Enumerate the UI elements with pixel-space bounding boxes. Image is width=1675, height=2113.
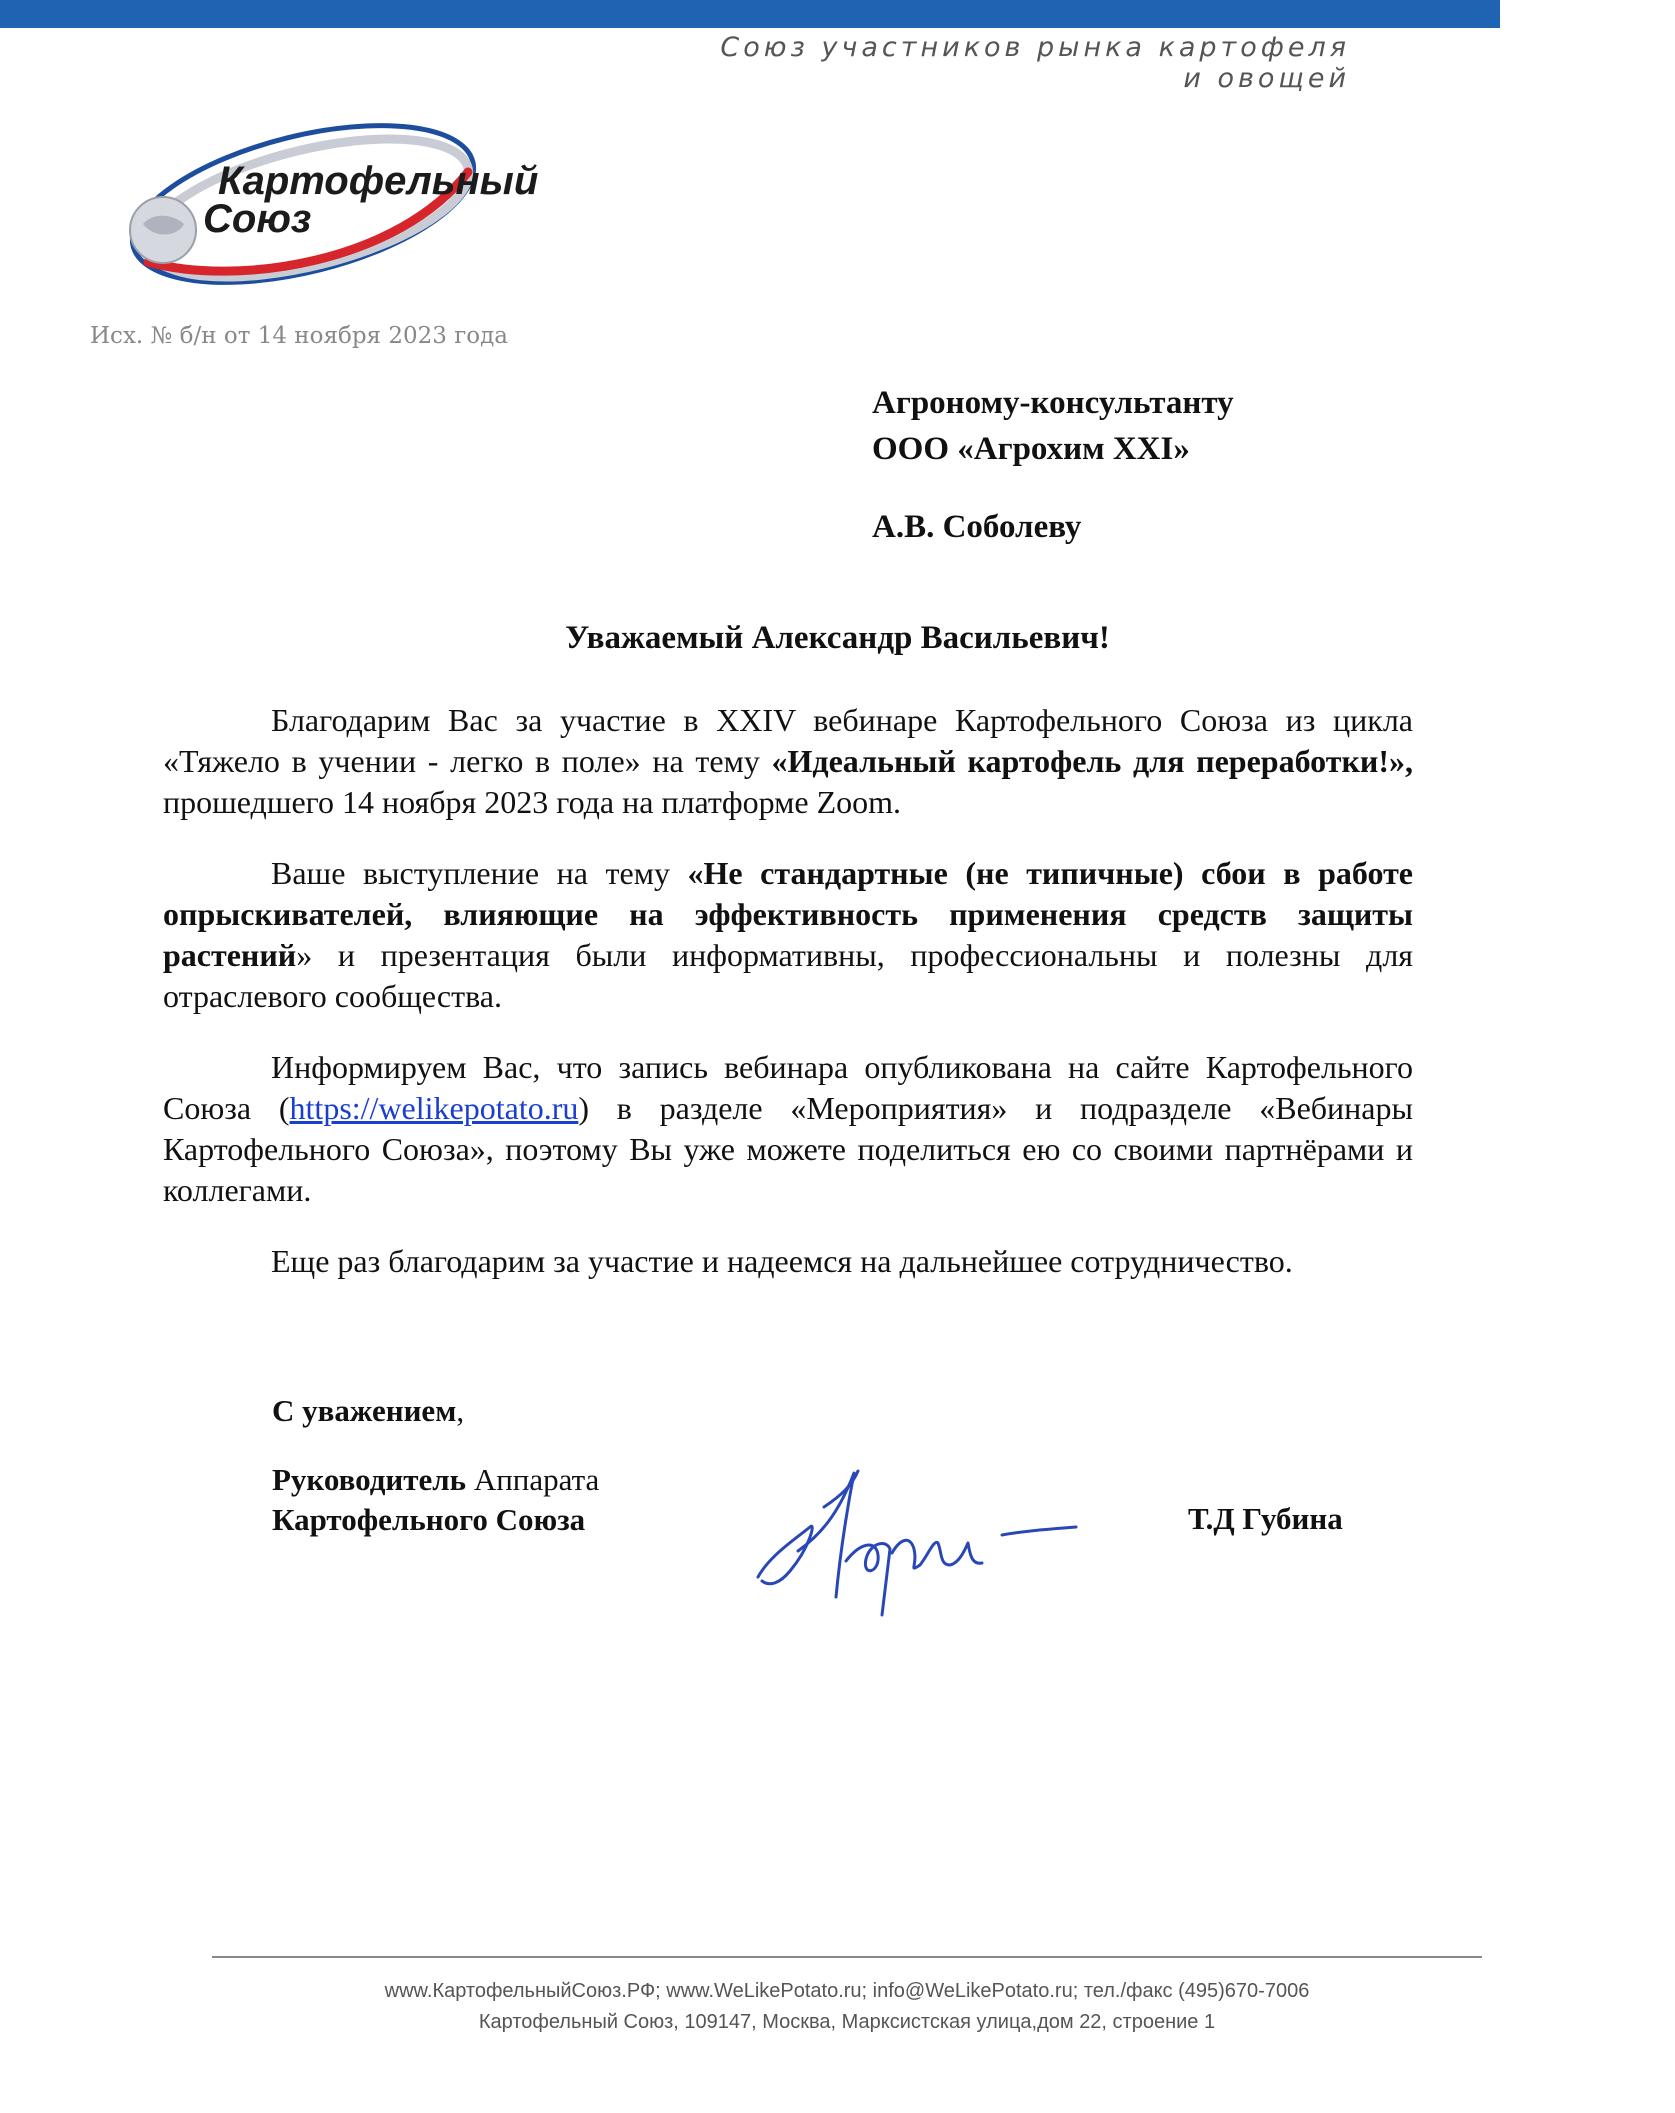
- recipient-block: [872, 380, 1432, 550]
- paragraph-thanks: Благодарим Вас за участие в XXIV вебинаре Картофельного Союза из цикла «Тяжело в учении - легко в поле» на тему «Идеальный картофель для переработки!», прошедшего 14 ноября 2023 года на платформе Zoom.: [163, 702, 1413, 820]
- paragraph-recording: Информируем Вас, что запись вебинара опубликована на сайте Картофельного Союза (https://welikepotato.ru) в разделе «Мероприятия» и подразделе «Вебинары Картофельного Союза», поэтому Вы уже можете поделиться ею со своими партнёрами и коллегами.: [163, 1049, 1414, 1208]
- recipient-position: Агроному-консультанту: [872, 385, 1234, 421]
- signer-position: Руководитель Аппарата Картофельного Союза: [272, 1462, 600, 1537]
- handwritten-signature: [750, 1455, 1080, 1615]
- svg-text:Картофельный: Картофельный: [218, 159, 539, 203]
- closing-phrase: С уважением,: [272, 1393, 465, 1428]
- recipient-name: А.В. Соболеву: [872, 509, 1082, 545]
- footer: [212, 1976, 1482, 2038]
- footer-address: Картофельный Союз, 109147, Москва, Марксистская улица,дом 22, строение 1: [478, 2011, 1216, 2033]
- salutation: Уважаемый Александр Васильевич!: [565, 620, 1110, 656]
- website-link[interactable]: https://welikepotato.ru: [289, 1090, 579, 1126]
- letter-body: [163, 700, 1413, 1312]
- paragraph-closing-thanks: Еще раз благодарим за участие и надеемся на дальнейшее сотрудничество.: [271, 1243, 1293, 1279]
- signer-name: Т.Д Губина: [1188, 1501, 1343, 1536]
- svg-text:Союз: Союз: [203, 197, 312, 241]
- outgoing-reference: Исх. № б/н от 14 ноября 2023 года: [90, 323, 508, 349]
- header-top-bar: [0, 0, 1500, 28]
- org-tagline: Союз участников рынка картофеля и овощей: [720, 32, 1350, 94]
- footer-divider: [212, 1956, 1482, 1958]
- footer-contacts: www.КартофельныйСоюз.РФ; www.WeLikePotato.ru; info@WeLikePotato.ru; тел./факс (495)670-7006: [384, 1980, 1310, 2002]
- paragraph-presentation: Ваше выступление на тему «Не стандартные (не типичные) сбои в работе опрыскивателей, влияющие на эффективность применения средств защиты растений» и презентация были информативны, профессиональны и полезны для отраслевого сообщества.: [163, 855, 1413, 1014]
- kartofelny-soyuz-logo: [118, 112, 539, 290]
- recipient-company: ООО «Агрохим XXI»: [872, 431, 1190, 467]
